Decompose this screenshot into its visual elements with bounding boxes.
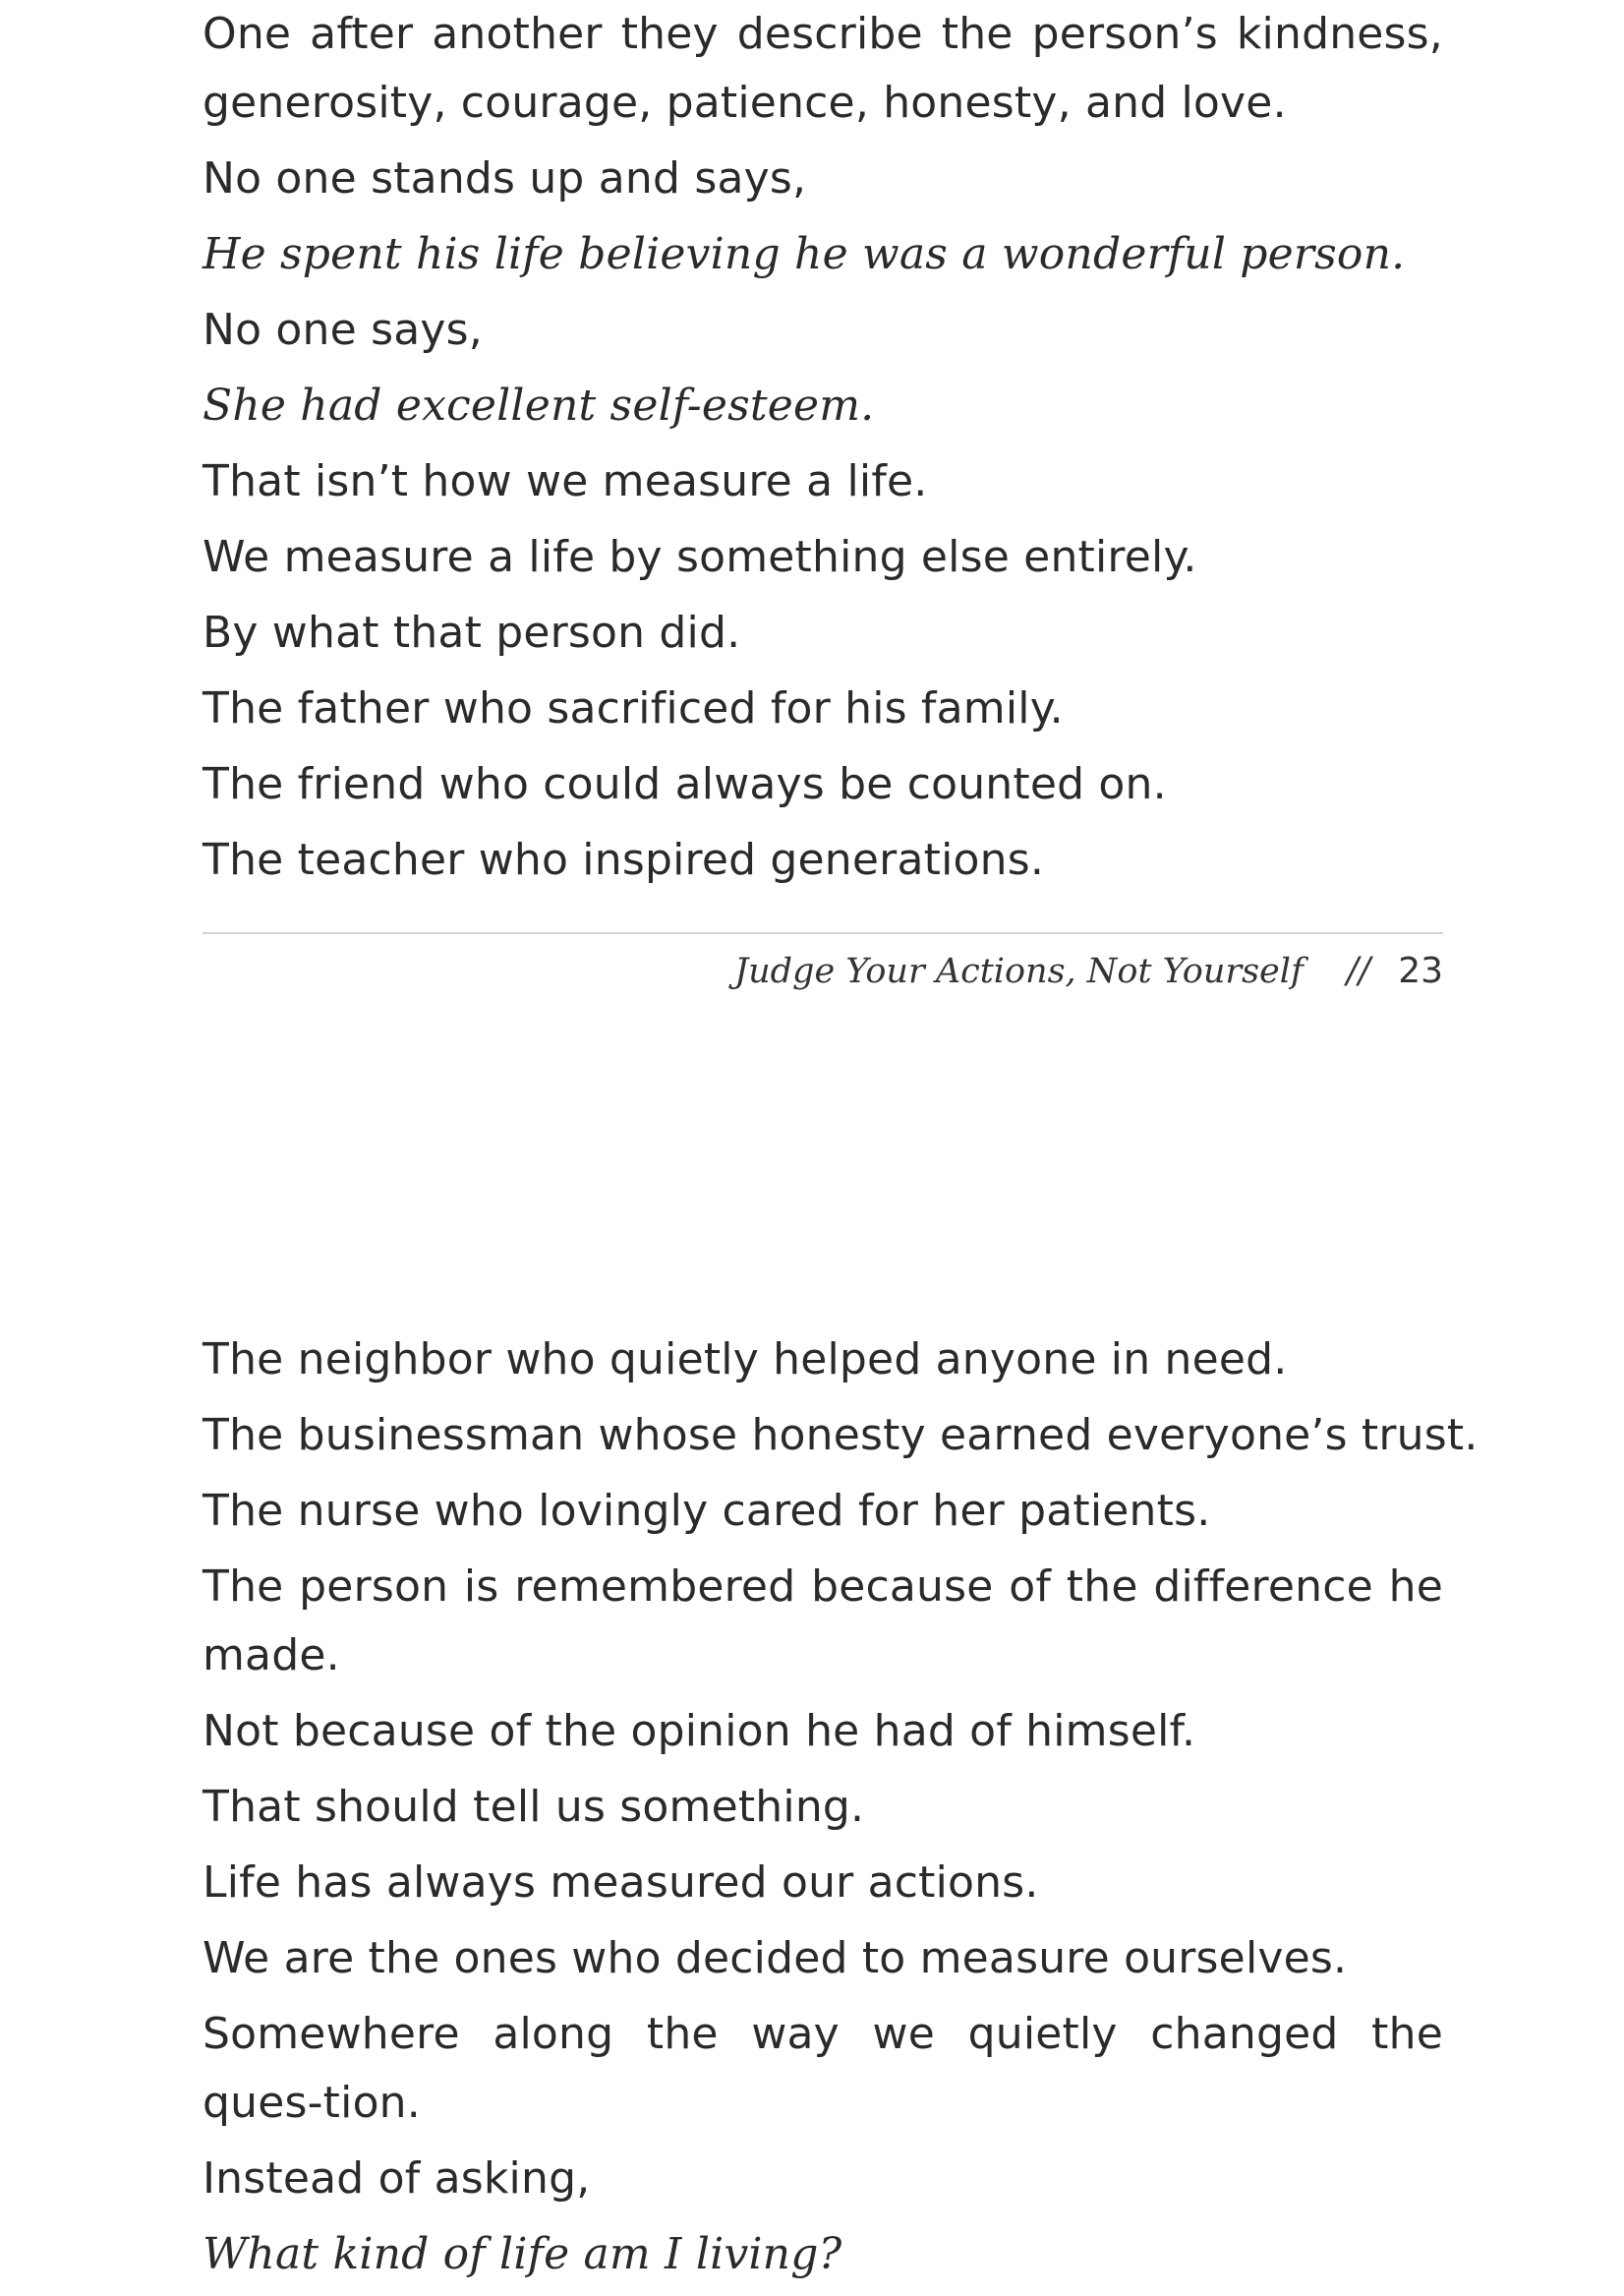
text-line: Somewhere along the way we quietly changed the ques-tion.	[203, 2009, 1443, 2128]
text-line: The neighbor who quietly helped anyone in need.	[203, 1334, 1288, 1384]
text-line: He spent his life believing he was a wonderful person.	[203, 229, 1406, 279]
text-line: Not because of the opinion he had of himself.	[203, 1706, 1196, 1756]
text-line: What kind of life am I living?	[203, 2229, 842, 2279]
page-number: 23	[1398, 951, 1443, 991]
text-line: Life has always measured our actions.	[203, 1857, 1039, 1908]
footer-divider	[203, 932, 1443, 934]
running-head: Judge Your Actions, Not Yourself	[734, 952, 1304, 991]
text-line: The person is remembered because of the difference he made.	[203, 1561, 1443, 1680]
text-line: The teacher who inspired generations.	[203, 835, 1045, 885]
text-line: By what that person did.	[203, 608, 741, 658]
text-line: That isn’t how we measure a life.	[203, 456, 928, 506]
text-line: We are the ones who decided to measure ourselves.	[203, 1933, 1348, 1983]
text-line: The friend who could always be counted on.	[203, 759, 1167, 809]
text-line: We measure a life by something else entirely.	[203, 532, 1197, 582]
text-line: Instead of asking,	[203, 2153, 591, 2204]
text-line: That should tell us something.	[203, 1782, 865, 1832]
text-line: The businessman whose honesty earned everyone’s trust.	[203, 1410, 1479, 1460]
text-line: She had excellent self-esteem.	[203, 381, 875, 431]
footer-separator: //	[1346, 951, 1371, 991]
bottom-page-body	[203, 1325, 1479, 2296]
text-line: One after another they describe the person’s kindness, generosity, courage, patience, honesty, and love.	[203, 9, 1443, 128]
text-line: The nurse who lovingly cared for her patients.	[203, 1486, 1211, 1536]
footer-text	[203, 948, 1443, 995]
text-line: No one says,	[203, 305, 483, 355]
top-page-body	[203, 0, 1443, 902]
text-line: No one stands up and says,	[203, 153, 807, 204]
page-footer	[203, 932, 1443, 995]
text-line: The father who sacrificed for his family.	[203, 683, 1064, 734]
